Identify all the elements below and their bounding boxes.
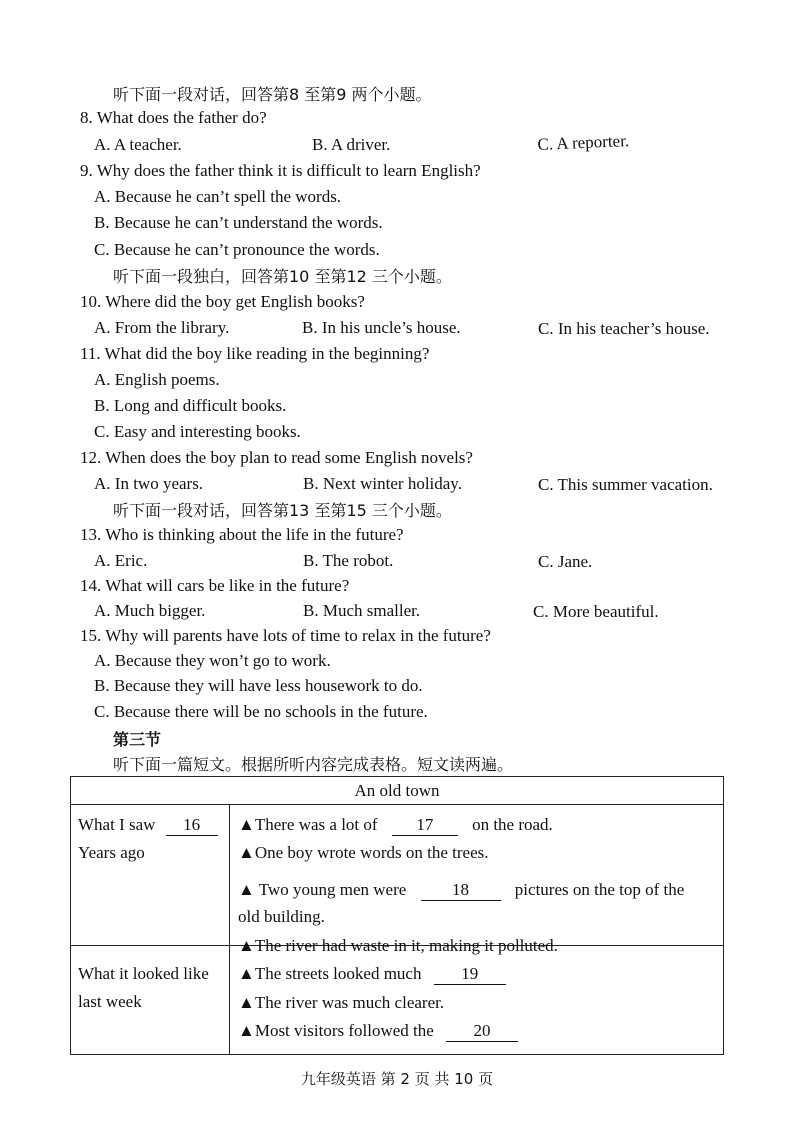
row1-line1-suffix: on the road. <box>472 815 553 834</box>
q12-option-a: A. In two years. <box>94 474 204 493</box>
table-title: An old town <box>354 780 440 800</box>
question-14: 14. What will cars be like in the future? <box>80 576 350 595</box>
blank-20[interactable]: 20 <box>446 1021 518 1042</box>
question-10: 10. Where did the boy get English books? <box>80 292 365 311</box>
row1-line1-text: ▲There was a lot of <box>238 815 378 834</box>
q10-option-b: B. In his uncle’s house. <box>302 318 461 337</box>
row2-line2: ▲The river was much clearer. <box>238 993 445 1012</box>
row1-line2: ▲One boy wrote words on the trees. <box>238 843 489 862</box>
question-11: 11. What did the boy like reading in the beginning? <box>80 344 430 363</box>
row2-line1-text: ▲The streets looked much <box>238 964 422 983</box>
row2-label-line2: last week <box>78 992 142 1011</box>
q9-option-c: C. Because he can’t pronounce the words. <box>94 240 380 259</box>
q10-option-c: C. In his teacher’s house. <box>538 319 710 338</box>
table-title-cell <box>71 777 724 805</box>
q14-option-c: C. More beautiful. <box>533 602 659 621</box>
question-13: 13. Who is thinking about the life in the future? <box>80 525 404 544</box>
q10-option-a: A. From the library. <box>94 318 230 337</box>
blank-19[interactable]: 19 <box>434 964 506 985</box>
question-12: 12. When does the boy plan to read some English novels? <box>80 448 473 467</box>
q13-option-b: B. The robot. <box>303 551 394 570</box>
question-15: 15. Why will parents have lots of time to relax in the future? <box>80 626 491 645</box>
question-8: 8. What does the father do? <box>80 108 267 127</box>
row2-label-cell <box>71 946 230 1055</box>
q13-option-a: A. Eric. <box>94 551 148 570</box>
row2-content-cell <box>230 946 724 1055</box>
q8-option-b: B. A driver. <box>312 135 391 154</box>
instruction-13-15: 听下面一段对话，回答第13 至第15 三个小题。 <box>113 501 452 520</box>
row1-line3-suffix: pictures on the top of the <box>514 880 685 899</box>
q9-option-a: A. Because he can’t spell the words. <box>94 187 342 206</box>
q12-option-c: C. This summer vacation. <box>538 475 713 494</box>
row1-content-cell <box>230 805 724 955</box>
section-3-instruction: 听下面一篇短文。根据所听内容完成表格。短文读两遍。 <box>113 755 514 774</box>
q15-option-b: B. Because they will have less housework to do. <box>94 676 423 695</box>
q15-option-c: C. Because there will be no schools in the future. <box>94 702 428 721</box>
row1-label-line2: Years ago <box>78 843 145 862</box>
row1-line4: ▲The river had waste in it, making it polluted. <box>238 936 558 955</box>
instruction-8-9: 听下面一段对话，回答第8 至第9 两个小题。 <box>113 85 432 104</box>
section-3-title: 第三节 <box>113 730 162 749</box>
instruction-10-12: 听下面一段独白，回答第10 至第12 三个小题。 <box>113 267 452 286</box>
q8-option-a: A. A teacher. <box>94 135 182 154</box>
row1-label-line1: What I saw <box>78 815 156 834</box>
q11-option-a: A. English poems. <box>94 370 220 389</box>
q11-option-b: B. Long and difficult books. <box>94 396 287 415</box>
question-9: 9. Why does the father think it is difficult to learn English? <box>80 161 481 180</box>
q9-option-b: B. Because he can’t understand the words. <box>94 213 383 232</box>
row1-line3-text: ▲ Two young men were <box>238 880 407 899</box>
q13-option-c: C. Jane. <box>538 552 593 571</box>
page-footer: 九年级英语 第 2 页 共 10 页 <box>300 1070 494 1088</box>
q14-option-b: B. Much smaller. <box>303 601 421 620</box>
row2-line3-text: ▲Most visitors followed the <box>238 1021 434 1040</box>
q8-option-c: C. A reporter. <box>537 131 630 155</box>
q15-option-a: A. Because they won’t go to work. <box>94 651 331 670</box>
blank-16[interactable]: 16 <box>166 815 218 836</box>
q14-option-a: A. Much bigger. <box>94 601 206 620</box>
q12-option-b: B. Next winter holiday. <box>303 474 462 493</box>
row1-line3-continued: old building. <box>238 907 325 926</box>
blank-18[interactable]: 18 <box>421 880 501 901</box>
q11-option-c: C. Easy and interesting books. <box>94 422 301 441</box>
blank-17[interactable]: 17 <box>392 815 458 836</box>
row2-label-line1: What it looked like <box>78 964 209 983</box>
old-town-table <box>70 776 724 1055</box>
row1-label-cell <box>71 805 230 946</box>
